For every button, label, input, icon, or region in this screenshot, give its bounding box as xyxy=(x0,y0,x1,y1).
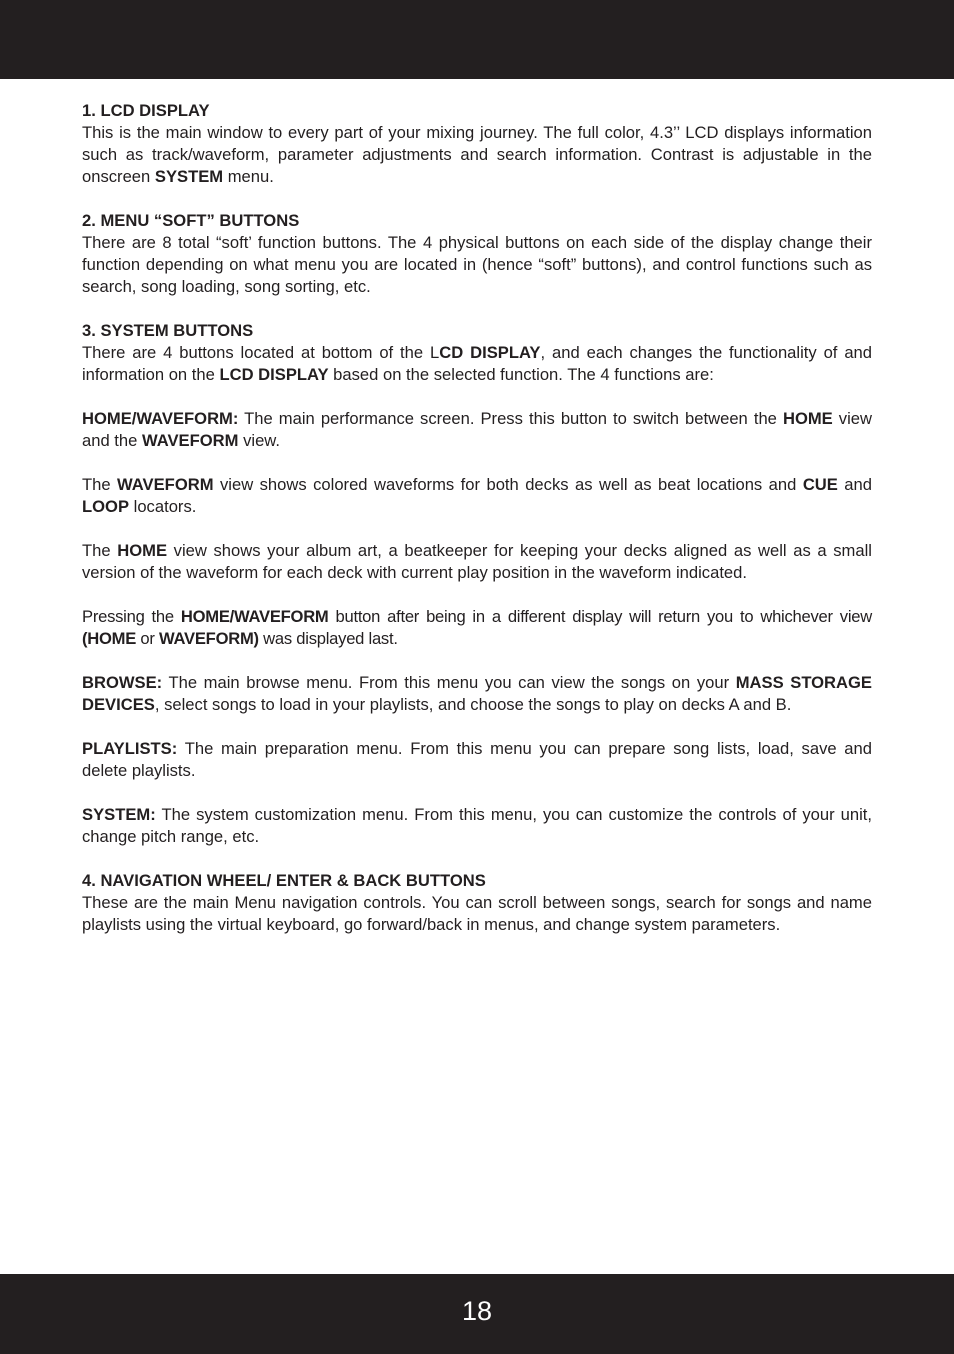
body-text: locators. xyxy=(129,497,197,516)
page-number: 18 xyxy=(461,1296,493,1326)
body-text: This is the main window to every part of your mixing journey. The full color, 4.3’’ LCD displays information such as track/waveform, parameter adjustments and search information. Contrast is adjustable in the onscreen xyxy=(82,123,872,186)
paragraph-system-menu xyxy=(82,804,872,848)
bold-term: (HOME xyxy=(82,629,137,648)
body-text: based on the selected function. The 4 functions are: xyxy=(328,365,714,384)
body-text: Pressing the xyxy=(82,607,181,626)
paragraph-home-view xyxy=(82,540,872,584)
body-text: view shows your album art, a beatkeeper for keeping your decks aligned as well as a small version of the waveform for each deck with current play position in the waveform indicated. xyxy=(82,541,872,582)
footer-bar xyxy=(0,1274,954,1354)
paragraph-playlists xyxy=(82,738,872,782)
paragraph-pressing xyxy=(82,606,872,650)
paragraph-waveform-view xyxy=(82,474,872,518)
bold-term: HOME xyxy=(117,541,168,560)
bold-term: WAVEFORM xyxy=(117,475,214,494)
section-lcd-display xyxy=(82,100,872,188)
bold-term: MASS STORAGE DEVICES xyxy=(82,673,873,714)
body-text: view. xyxy=(238,431,280,450)
bold-term: WAVEFORM) xyxy=(159,629,259,648)
body-text: , and each changes the functionality of and information on the xyxy=(82,343,872,384)
section-navigation xyxy=(82,870,872,936)
bold-term: SYSTEM: xyxy=(82,805,156,824)
section-system-buttons xyxy=(82,320,872,386)
bold-term: LCD DISPLAY xyxy=(219,365,329,384)
bold-term: CUE xyxy=(802,475,838,494)
body-text: The main browse menu. From this menu you can view the songs on your xyxy=(162,673,736,692)
body-text: view shows colored waveforms for both decks as well as beat locations and xyxy=(213,475,803,494)
body-text: button after being in a different display will return you to whichever view xyxy=(328,607,872,626)
section-heading: 1. LCD DISPLAY xyxy=(82,101,210,120)
paragraph-home-waveform xyxy=(82,408,872,452)
paragraph-browse xyxy=(82,672,872,716)
bold-term: HOME/WAVEFORM xyxy=(180,607,329,626)
body-text: and xyxy=(837,475,872,494)
body-text: menu. xyxy=(223,167,274,186)
bold-term: SYSTEM xyxy=(154,167,224,186)
body-text: , select songs to load in your playlists, and choose the songs to play on decks A and B. xyxy=(154,695,792,714)
body-text: view and the xyxy=(82,409,872,450)
page-content xyxy=(82,100,872,936)
bold-term: WAVEFORM xyxy=(141,431,239,450)
bold-term: BROWSE: xyxy=(82,673,163,692)
header-bar xyxy=(0,0,954,79)
section-soft-buttons xyxy=(82,210,872,298)
body-text: The main preparation menu. From this menu you can prepare song lists, load, save and delete playlists. xyxy=(82,739,872,780)
bold-term: LOOP xyxy=(82,497,130,516)
body-text: The xyxy=(82,541,118,560)
body-text: There are 8 total “soft’ function buttons. The 4 physical buttons on each side of the display change their function depending on what menu you are located in (hence “soft” buttons), and control functions such as search, song loading, song sorting, etc. xyxy=(82,233,872,296)
body-text: There are 4 buttons located at bottom of the L xyxy=(82,343,440,362)
body-text: These are the main Menu navigation controls. You can scroll between songs, search for songs and name playlists using the virtual keyboard, go forward/back in menus, and change system parameters. xyxy=(82,893,872,934)
body-text: or xyxy=(136,629,160,648)
body-text: was displayed last. xyxy=(258,629,398,648)
body-text: The main performance screen. Press this button to switch between the xyxy=(238,409,783,428)
section-heading: 2. MENU “SOFT” BUTTONS xyxy=(82,211,300,230)
body-text: The xyxy=(82,475,118,494)
bold-term: HOME xyxy=(782,409,833,428)
section-heading: 3. SYSTEM BUTTONS xyxy=(82,321,254,340)
section-heading: 4. NAVIGATION WHEEL/ ENTER & BACK BUTTONS xyxy=(82,871,486,890)
bold-term: PLAYLISTS: xyxy=(82,739,178,758)
bold-term: HOME/WAVEFORM: xyxy=(82,409,239,428)
body-text: The system customization menu. From this menu, you can customize the controls of your unit, change pitch range, etc. xyxy=(82,805,872,846)
bold-term: CD DISPLAY xyxy=(439,343,541,362)
